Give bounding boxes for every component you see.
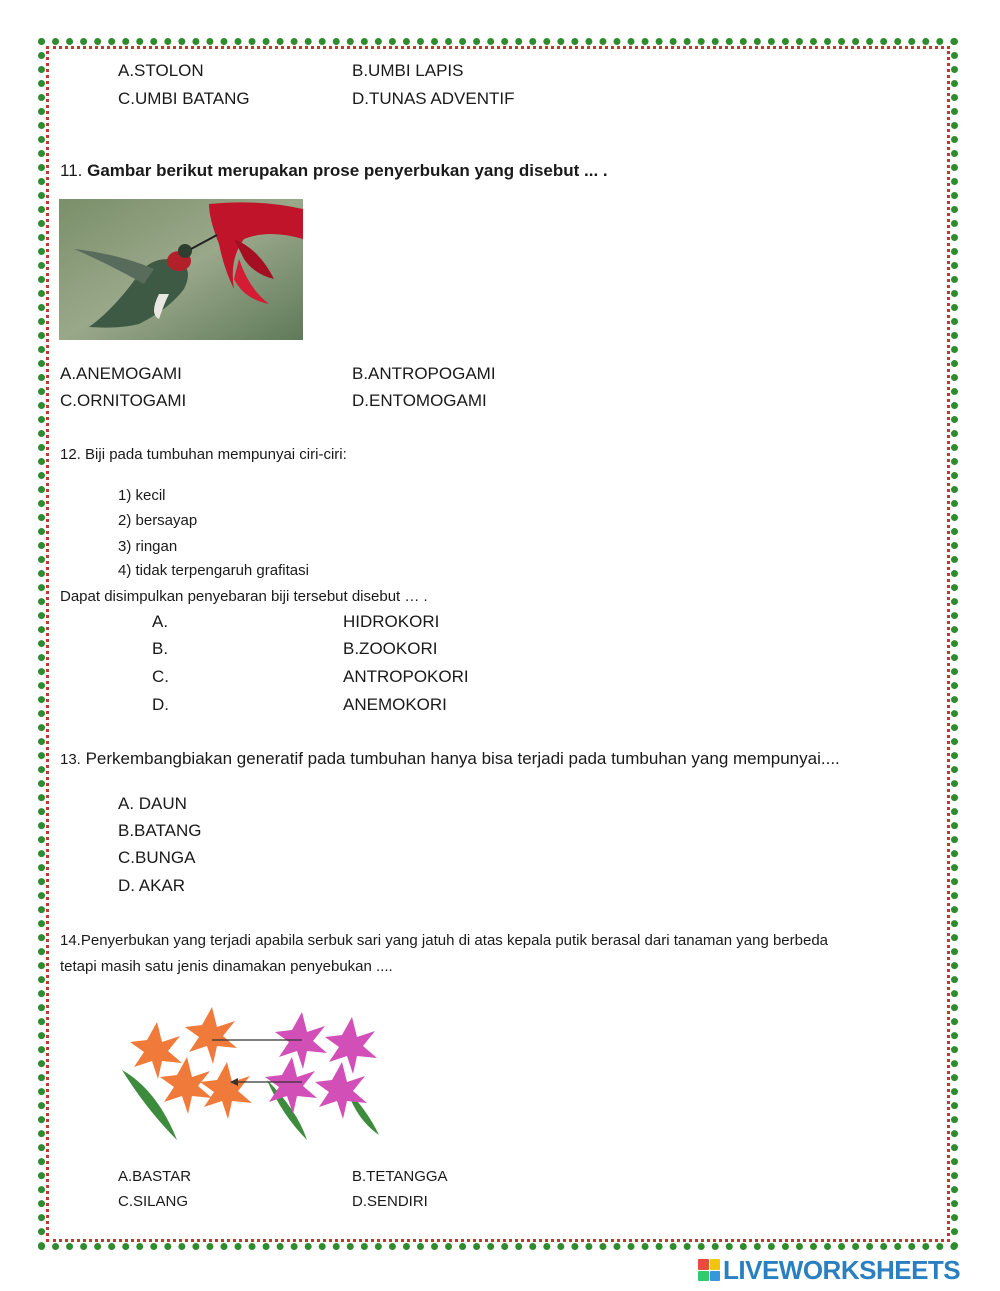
q14-question-line1: 14.Penyerbukan yang terjadi apabila serbuk sari yang jatuh di atas kepala putik berasal dari tanaman yang berbeda (60, 932, 829, 949)
q12-item-2: 2) bersayap (118, 512, 198, 529)
q14-option-b: B.TETANGGA (352, 1168, 448, 1185)
q12-option-d-text: ANEMOKORI (343, 695, 447, 714)
q13-option-b: B.BATANG (118, 821, 202, 840)
q12-option-a-text: HIDROKORI (343, 612, 440, 631)
q10-option-b: B.UMBI LAPIS (352, 61, 464, 80)
lily-flowers-image (117, 1000, 385, 1145)
liveworksheets-logo[interactable] (698, 1256, 960, 1284)
q11-option-c: C.ORNITOGAMI (60, 391, 187, 410)
q12-option-c-text: ANTROPOKORI (343, 667, 469, 686)
hummingbird-flower-image (59, 199, 303, 340)
q13-question (60, 749, 840, 770)
q11-option-a: A.ANEMOGAMI (60, 364, 182, 383)
liveworksheets-icon (698, 1259, 720, 1281)
q11-number: 11. (60, 161, 83, 180)
q13-text: Perkembangbiakan generatif pada tumbuhan hanya bisa terjadi pada tumbuhan yang mempunyai.... (85, 749, 840, 768)
brand-name: LIVEWORKSHEETS (723, 1254, 961, 1285)
q11-option-d: D.ENTOMOGAMI (352, 391, 487, 410)
q12-option-b-letter: B. (152, 639, 169, 658)
q14-option-a: A.BASTAR (118, 1168, 192, 1185)
q11-question (60, 161, 608, 181)
q12-option-c-letter: C. (152, 667, 169, 686)
q14-question-line2: tetapi masih satu jenis dinamakan penyebukan .... (60, 958, 393, 975)
q14-option-c: C.SILANG (118, 1193, 189, 1210)
q12-item-3: 3) ringan (118, 538, 178, 555)
q10-option-a: A.STOLON (118, 61, 204, 80)
q12-item-1: 1) kecil (118, 487, 166, 504)
q12-item-4: 4) tidak terpengaruh grafitasi (118, 562, 309, 579)
q12-option-d-letter: D. (152, 695, 169, 714)
q11-text: Gambar berikut merupakan prose penyerbukan yang disebut ... . (87, 161, 608, 180)
q14-option-d: D.SENDIRI (352, 1193, 428, 1210)
q12-question: 12. Biji pada tumbuhan mempunyai ciri-ciri: (60, 446, 347, 463)
q10-option-d: D.TUNAS ADVENTIF (352, 89, 515, 108)
q12-conclusion: Dapat disimpulkan penyebaran biji tersebut disebut … . (60, 588, 428, 605)
q13-option-c: C.BUNGA (118, 848, 196, 867)
q10-option-c: C.UMBI BATANG (118, 89, 250, 108)
q12-option-b-text: B.ZOOKORI (343, 639, 438, 658)
q13-option-d: D. AKAR (118, 876, 186, 895)
q12-option-a-letter: A. (152, 612, 169, 631)
q13-number: 13. (60, 751, 81, 768)
q13-option-a: A. DAUN (118, 794, 187, 813)
q11-option-b: B.ANTROPOGAMI (352, 364, 496, 383)
